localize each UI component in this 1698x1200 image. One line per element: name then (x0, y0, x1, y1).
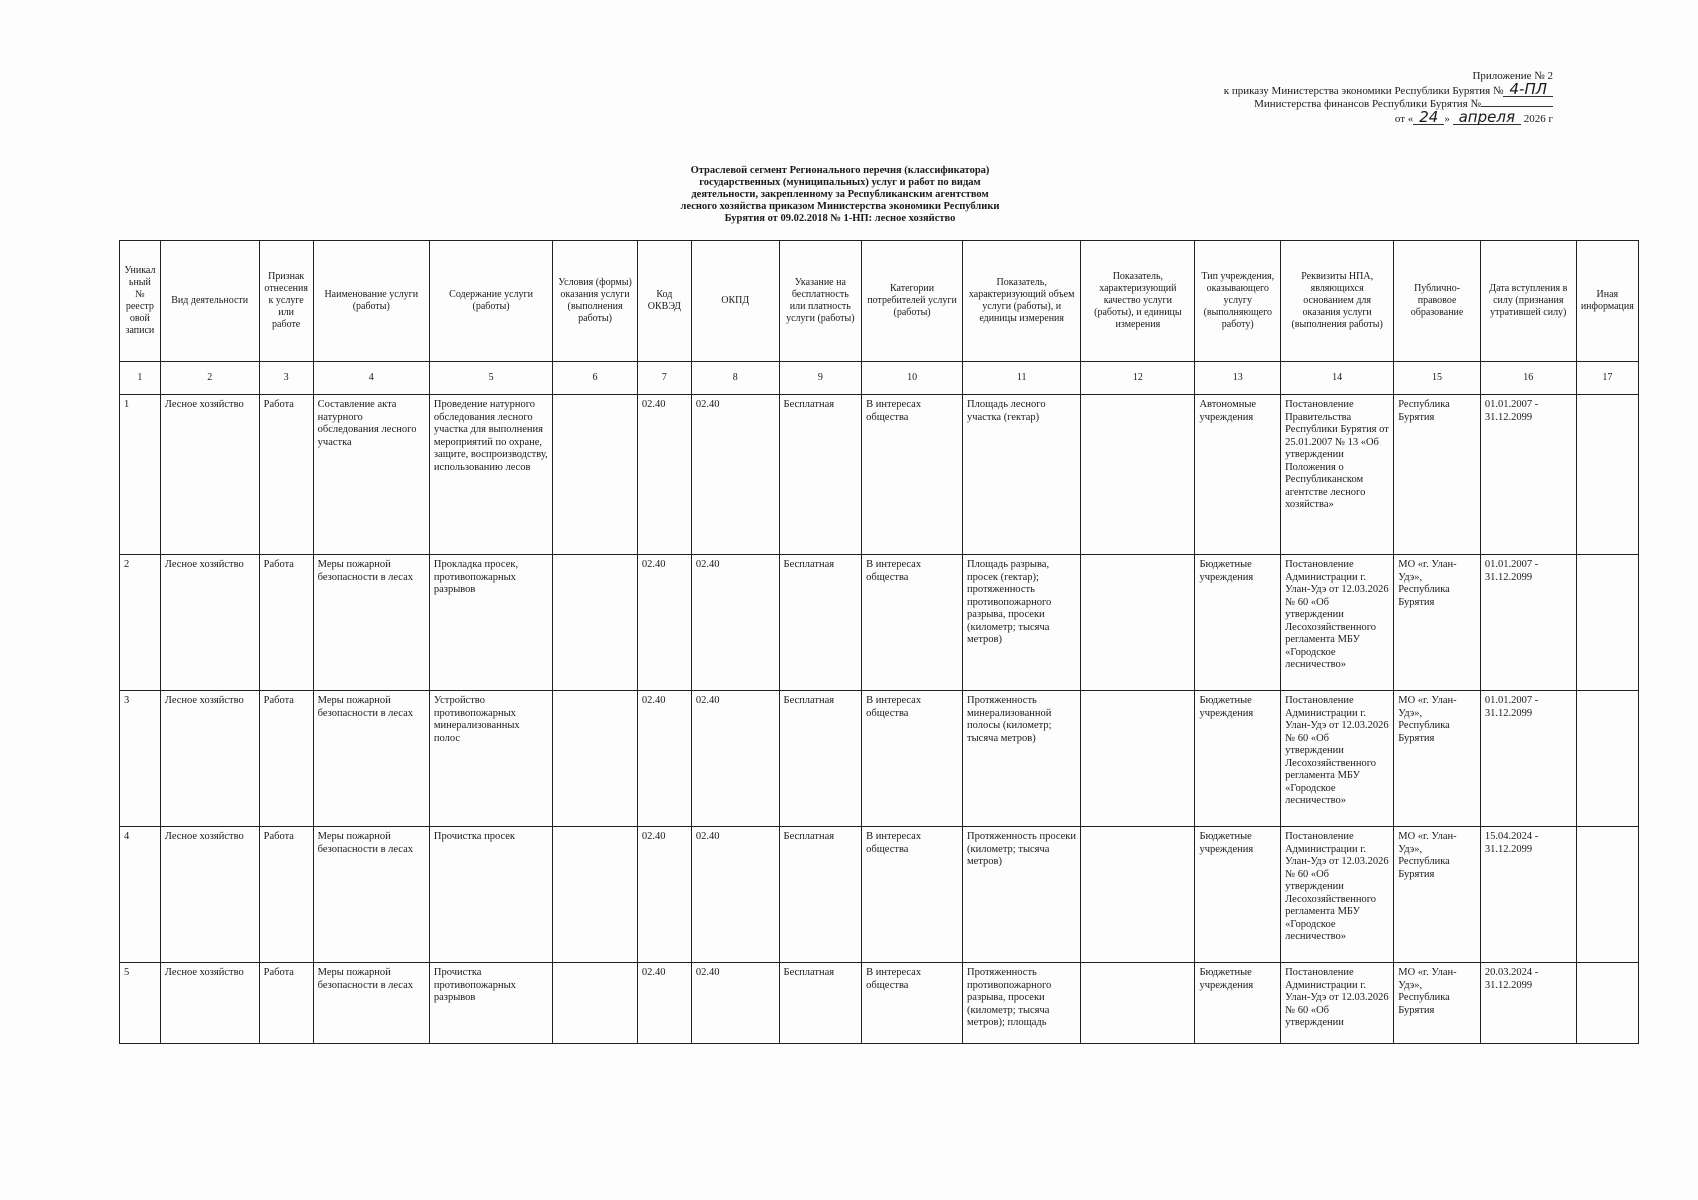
quality-indicator (1081, 555, 1195, 691)
column-number: 10 (862, 362, 963, 395)
column-number: 15 (1394, 362, 1481, 395)
appendix-header (1033, 70, 1553, 126)
header-cell: Указание на бесплатность или платность услуги (работы) (779, 241, 862, 362)
other-info (1576, 827, 1638, 963)
payment-type: Бесплатная (779, 691, 862, 827)
column-number: 4 (313, 362, 429, 395)
column-number: 3 (259, 362, 313, 395)
service-conditions (553, 691, 638, 827)
record-number: 5 (120, 963, 161, 1044)
other-info (1576, 555, 1638, 691)
activity-type: Лесное хозяйство (160, 691, 259, 827)
header-cell: Показатель, характеризующий качество услуги (работы), и единицы измерения (1081, 241, 1195, 362)
institution-type: Бюджетные учреждения (1195, 555, 1281, 691)
okpd-code: 02.40 (691, 395, 779, 555)
effective-date: 01.01.2007 - 31.12.2099 (1480, 555, 1576, 691)
column-number: 7 (637, 362, 691, 395)
column-number: 13 (1195, 362, 1281, 395)
service-conditions (553, 395, 638, 555)
header-cell: Уникальный № реестровой записи (120, 241, 161, 362)
service-name: Меры пожарной безопасности в лесах (313, 691, 429, 827)
legal-basis: Постановление Администрации г. Улан-Удэ от 12.03.2026 № 60 «Об утверждении Лесохозяйственного регламента МБУ «Городское лесничество» (1281, 555, 1394, 691)
order-number-handwritten: 4-ПЛ (1503, 83, 1553, 97)
institution-type: Бюджетные учреждения (1195, 691, 1281, 827)
institution-type: Бюджетные учреждения (1195, 963, 1281, 1044)
public-entity: МО «г. Улан-Удэ», Республика Бурятия (1394, 691, 1481, 827)
effective-date: 15.04.2024 - 31.12.2099 (1480, 827, 1576, 963)
header-cell: Дата вступления в силу (признания утратившей силу) (1480, 241, 1576, 362)
appendix-order-text: к приказу Министерства экономики Республики Бурятия № (1223, 85, 1504, 97)
record-number: 1 (120, 395, 161, 555)
consumer-category: В интересах общества (862, 827, 963, 963)
payment-type: Бесплатная (779, 555, 862, 691)
header-cell: Публично-правовое образование (1394, 241, 1481, 362)
table-row (120, 395, 1639, 555)
column-number: 5 (429, 362, 552, 395)
date-day-handwritten: 24 (1413, 111, 1444, 125)
header-cell: Иная информация (1576, 241, 1638, 362)
column-number: 8 (691, 362, 779, 395)
institution-type: Бюджетные учреждения (1195, 827, 1281, 963)
quality-indicator (1081, 395, 1195, 555)
legal-basis: Постановление Администрации г. Улан-Удэ от 12.03.2026 № 60 «Об утверждении Лесохозяйственного регламента МБУ «Городское лесничество» (1281, 827, 1394, 963)
okved-code: 02.40 (637, 827, 691, 963)
quality-indicator (1081, 691, 1195, 827)
public-entity: МО «г. Улан-Удэ», Республика Бурятия (1394, 963, 1481, 1044)
column-number: 2 (160, 362, 259, 395)
legal-basis: Постановление Администрации г. Улан-Удэ от 12.03.2026 № 60 «Об утверждении Лесохозяйственного регламента МБУ «Городское лесничество» (1281, 691, 1394, 827)
title-line-1: Отраслевой сегмент Регионального перечня (классификатора) (690, 165, 990, 176)
header-cell: Содержание услуги (работы) (429, 241, 552, 362)
column-number: 16 (1480, 362, 1576, 395)
okved-code: 02.40 (637, 963, 691, 1044)
public-entity: МО «г. Улан-Удэ», Республика Бурятия (1394, 555, 1481, 691)
table-row (120, 555, 1639, 691)
column-number: 11 (963, 362, 1081, 395)
service-name: Меры пожарной безопасности в лесах (313, 555, 429, 691)
activity-type: Лесное хозяйство (160, 555, 259, 691)
volume-indicator: Протяженность просеки (километр; тысяча метров) (963, 827, 1081, 963)
column-number: 9 (779, 362, 862, 395)
header-row (120, 241, 1639, 362)
header-cell: Тип учреждения, оказывающего услугу (выполняющего работу) (1195, 241, 1281, 362)
consumer-category: В интересах общества (862, 691, 963, 827)
effective-date: 01.01.2007 - 31.12.2099 (1480, 395, 1576, 555)
column-number: 17 (1576, 362, 1638, 395)
date-mid: » (1444, 113, 1450, 125)
table-row (120, 827, 1639, 963)
public-entity: Республика Бурятия (1394, 395, 1481, 555)
service-name: Меры пожарной безопасности в лесах (313, 827, 429, 963)
appendix-order-line (1033, 80, 1553, 98)
title-line-2: государственных (муниципальных) услуг и работ по видам (699, 177, 981, 188)
classifier-table (119, 240, 1639, 1044)
volume-indicator: Площадь разрыва, просек (гектар); протяженность противопожарного разрыва, просеки (километр; тысяча метров) (963, 555, 1081, 691)
table-row (120, 691, 1639, 827)
quality-indicator (1081, 963, 1195, 1044)
title-line-4: лесного хозяйства приказом Министерства экономики Республики (680, 201, 1000, 212)
service-or-work: Работа (259, 555, 313, 691)
service-content: Устройство противопожарных минерализованных полос (429, 691, 552, 827)
volume-indicator: Протяженность противопожарного разрыва, просеки (километр; тысяча метров); площадь (963, 963, 1081, 1044)
okpd-code: 02.40 (691, 691, 779, 827)
header-cell: Код ОКВЭД (637, 241, 691, 362)
column-number-row (120, 362, 1639, 395)
institution-type: Автономные учреждения (1195, 395, 1281, 555)
date-year: 2026 г (1523, 113, 1553, 125)
okved-code: 02.40 (637, 691, 691, 827)
header-cell: Наименование услуги (работы) (313, 241, 429, 362)
activity-type: Лесное хозяйство (160, 395, 259, 555)
service-or-work: Работа (259, 395, 313, 555)
date-month-handwritten: апреля (1453, 111, 1521, 125)
effective-date: 20.03.2024 - 31.12.2099 (1480, 963, 1576, 1044)
record-number: 3 (120, 691, 161, 827)
service-conditions (553, 963, 638, 1044)
service-conditions (553, 555, 638, 691)
header-cell: Категории потребителей услуги (работы) (862, 241, 963, 362)
volume-indicator: Протяженность минерализованной полосы (километр; тысяча метров) (963, 691, 1081, 827)
service-content: Проведение натурного обследования лесного участка для выполнения мероприятий по охране, защите, воспроизводству, использованию лесов (429, 395, 552, 555)
service-content: Прокладка просек, противопожарных разрывов (429, 555, 552, 691)
date-prefix: от « (1394, 113, 1414, 125)
appendix-date-line (1033, 108, 1553, 126)
header-cell: Признак отнесения к услуге или работе (259, 241, 313, 362)
header-cell: Условия (формы) оказания услуги (выполнения работы) (553, 241, 638, 362)
legal-basis: Постановление Правительства Республики Бурятия от 25.01.2007 № 13 «Об утверждении Положения о Республиканском агентстве лесного хозяйства» (1281, 395, 1394, 555)
column-number: 6 (553, 362, 638, 395)
legal-basis: Постановление Администрации г. Улан-Удэ от 12.03.2026 № 60 «Об утверждении (1281, 963, 1394, 1044)
column-number: 1 (120, 362, 161, 395)
okved-code: 02.40 (637, 395, 691, 555)
document-title (620, 165, 1060, 225)
column-number: 14 (1281, 362, 1394, 395)
ministry-number-blank (1481, 106, 1553, 107)
service-conditions (553, 827, 638, 963)
service-content: Прочистка просек (429, 827, 552, 963)
okpd-code: 02.40 (691, 555, 779, 691)
header-cell: Реквизиты НПА, являющихся основанием для оказания услуги (выполнения работы) (1281, 241, 1394, 362)
record-number: 4 (120, 827, 161, 963)
column-number: 12 (1081, 362, 1195, 395)
payment-type: Бесплатная (779, 963, 862, 1044)
effective-date: 01.01.2007 - 31.12.2099 (1480, 691, 1576, 827)
consumer-category: В интересах общества (862, 395, 963, 555)
activity-type: Лесное хозяйство (160, 963, 259, 1044)
service-or-work: Работа (259, 827, 313, 963)
header-cell: Показатель, характеризующий объем услуги (работы), и единицы измерения (963, 241, 1081, 362)
header-cell: ОКПД (691, 241, 779, 362)
activity-type: Лесное хозяйство (160, 827, 259, 963)
service-or-work: Работа (259, 691, 313, 827)
record-number: 2 (120, 555, 161, 691)
title-line-5: Бурятия от 09.02.2018 № 1-НП: лесное хозяйство (724, 213, 956, 224)
service-content: Прочистка противопожарных разрывов (429, 963, 552, 1044)
quality-indicator (1081, 827, 1195, 963)
appendix-ministry-text: Министерства финансов Республики Бурятия № (1254, 98, 1481, 110)
other-info (1576, 691, 1638, 827)
table-row (120, 963, 1639, 1044)
okpd-code: 02.40 (691, 827, 779, 963)
service-name: Меры пожарной безопасности в лесах (313, 963, 429, 1044)
other-info (1576, 395, 1638, 555)
public-entity: МО «г. Улан-Удэ», Республика Бурятия (1394, 827, 1481, 963)
appendix-number: Приложение № 2 (1472, 70, 1553, 82)
payment-type: Бесплатная (779, 395, 862, 555)
other-info (1576, 963, 1638, 1044)
volume-indicator: Площадь лесного участка (гектар) (963, 395, 1081, 555)
okpd-code: 02.40 (691, 963, 779, 1044)
okved-code: 02.40 (637, 555, 691, 691)
service-name: Составление акта натурного обследования лесного участка (313, 395, 429, 555)
service-or-work: Работа (259, 963, 313, 1044)
title-line-3: деятельности, закрепленному за Республиканским агентством (691, 189, 989, 200)
payment-type: Бесплатная (779, 827, 862, 963)
consumer-category: В интересах общества (862, 963, 963, 1044)
header-cell: Вид деятельности (160, 241, 259, 362)
consumer-category: В интересах общества (862, 555, 963, 691)
